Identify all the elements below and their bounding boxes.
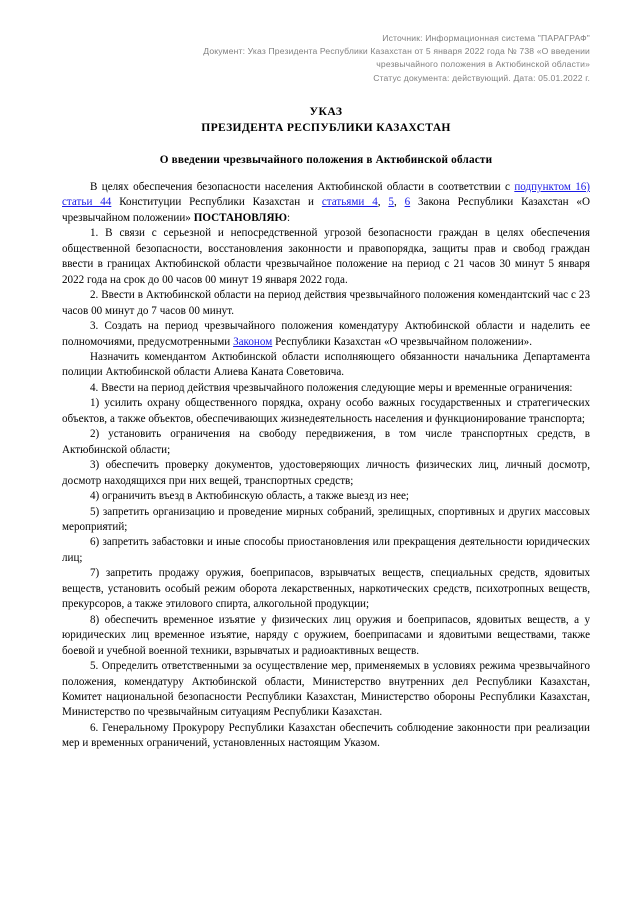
measure-item-5: 5) запретить организацию и проведение мирных собраний, зрелищных, спортивных и других массовых мероприятий;	[62, 505, 590, 533]
measure-item-3: 3) обеспечить проверку документов, удостоверяющих личность физических лиц, личный досмотр, досмотр находящихся при них вещей, транспортных средств;	[62, 459, 590, 487]
preamble-colon: :	[286, 211, 291, 224]
paragraph-3	[62, 319, 590, 350]
page-subtitle: ПРЕЗИДЕНТА РЕСПУБЛИКИ КАЗАХСТАН	[201, 121, 451, 134]
paragraph-1: 1. В связи с серьезной и непосредственной угрозой безопасности граждан в целях обеспечения общественной безопасности, восстановления законности и правопорядка, защиты прав и свобод граждан ввести в границах Актюбинской области чрезвычайное положение на период с 21 часов 30 минут 5 января 2022 года на срок до 00 часов 00 минут 19 января 2022 года.	[62, 227, 590, 286]
paragraph-3-text-2: Республики Казахстан «О чрезвычайном положении».	[272, 335, 532, 348]
paragraph-2: 2. Ввести в Актюбинской области на период действия чрезвычайного положения комендантский час с 23 часов 00 минут до 7 часов 00 минут.	[62, 289, 590, 317]
measure-item-6: 6) запретить забастовки и иные способы приостановления или прекращения деятельности юридических лиц;	[62, 536, 590, 564]
measure-item-7: 7) запретить продажу оружия, боеприпасов, взрывчатых веществ, специальных средств, ядовитых веществ, установить особый режим оборота лекарственных, наркотических средств, психотропных веществ, прекурсоров, а также этилового спирта, алкогольной продукции;	[62, 567, 590, 611]
measure-item-8: 8) обеспечить временное изъятие у физических лиц оружия и боеприпасов, ядовитых веществ, а у юридических лиц временное изъятие, наряду с оружием, боеприпасами и ядовитыми веществами, также боевой и учебной военной техники, взрывчатых и радиоактивных веществ.	[62, 613, 590, 657]
paragraph-appoint-commandant: Назначить комендантом Актюбинской области исполняющего обязанности начальника Департамента полиции Актюбинской области Алиева Каната Советовича.	[62, 350, 590, 379]
link-zakon[interactable]: Законом	[233, 335, 273, 348]
preamble-paragraph	[62, 180, 590, 226]
link-statya-4[interactable]: статьями 4	[321, 196, 378, 209]
document-line-1: Документ: Указ Президента Республики Казахстан от 5 января 2022 года № 738 «О введении	[203, 46, 590, 57]
document-source-header	[62, 32, 590, 85]
document-line-2: чрезвычайного положения в Актюбинской области»	[376, 59, 590, 70]
measure-item-1: 1) усилить охрану общественного порядка, охрану особо важных государственных и стратегических объектов, а также объектов, обеспечивающих жизнедеятельность населения и функционирование транспорта;	[62, 397, 590, 425]
link-podpunkt-16-statya-44[interactable]: подпунктом 16) статьи 44	[62, 181, 590, 209]
document-title-block	[62, 104, 590, 168]
document-status-line: Статус документа: действующий. Дата: 05.01.2022 г.	[373, 72, 590, 83]
source-line: Источник: Информационная система "ПАРАГРАФ"	[382, 33, 590, 43]
paragraph-4: 4. Ввести на период действия чрезвычайного положения следующие меры и временные ограничения:	[90, 381, 573, 394]
paragraph-6: 6. Генеральному Прокурору Республики Казахстан обеспечить соблюдение законности при реализации мер и временных ограничений, установленных настоящим Указом.	[62, 721, 590, 750]
document-body	[62, 180, 590, 752]
preamble-text-2: Конституции Республики Казахстан и	[111, 196, 322, 209]
page-title: УКАЗ	[309, 105, 343, 118]
paragraph-5: 5. Определить ответственными за осуществление мер, применяемых в условиях режима чрезвычайного положения, комендатуру Актюбинской области, Министерство внутренних дел Республики Казахстан, Комитет национальной безопасности Республики Казахстан, Министерство обороны Республики Казахстан, Министерство по чрезвычайным ситуациям Республики Казахстан.	[62, 660, 590, 719]
preamble-text-3: Закона Республики Казахстан «О чрезвычайном положении»	[62, 196, 590, 224]
measure-item-4: 4) ограничить въезд в Актюбинскую область, а также выезд из нее;	[90, 490, 409, 503]
preamble-sep-2: ,	[393, 196, 405, 209]
measure-item-2: 2) установить ограничения на свободу передвижения, в том числе транспортных средств, в Актюбинской области;	[62, 428, 590, 456]
document-subject: О введении чрезвычайного положения в Актюбинской области	[159, 154, 493, 166]
link-statya-5[interactable]: 5	[388, 196, 394, 209]
preamble-text-1: В целях обеспечения безопасности населения Актюбинской области в соответствии с	[90, 181, 515, 193]
link-statya-6[interactable]: 6	[404, 196, 411, 209]
preamble-sep-1: ,	[377, 196, 389, 209]
paragraph-3-text-1: 3. Создать на период чрезвычайного положения комендатуру Актюбинской области и наделить ее полномочиями, предусмотренными	[62, 320, 590, 348]
postanovlyayu-word: ПОСТАНОВЛЯЮ	[193, 211, 287, 224]
